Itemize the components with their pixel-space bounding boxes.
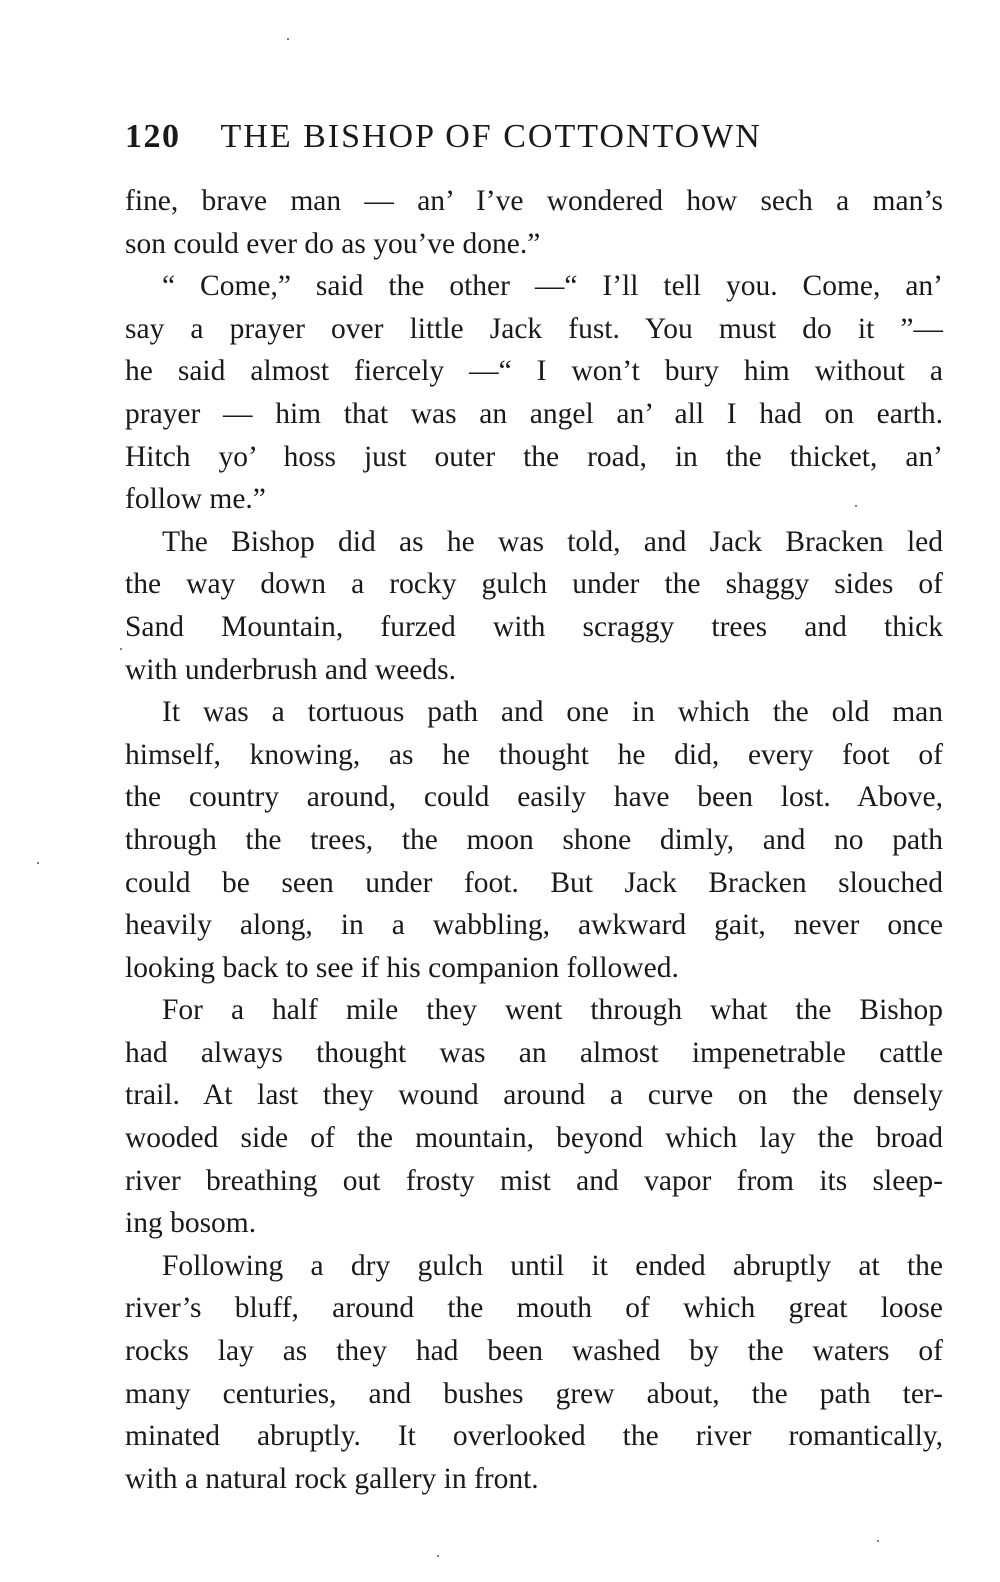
text-line: rocks lay as they had been washed by the waters of (125, 1335, 943, 1368)
text-line: follow me.” (125, 483, 266, 516)
text-line: Sand Mountain, furzed with scraggy trees and thick (125, 610, 943, 643)
paper-speck (120, 648, 122, 650)
paper-speck (437, 1555, 439, 1557)
book-title: THE BISHOP OF COTTONTOWN (220, 118, 762, 155)
paper-speck (37, 862, 39, 864)
text-line: had always thought was an almost impenetrable cattle (125, 1036, 943, 1069)
text-line: Following a dry gulch until it ended abruptly at the (162, 1249, 943, 1282)
text-line: say a prayer over little Jack fust. You must do it ”— (125, 312, 943, 345)
text-line: minated abruptly. It overlooked the river romantically, (125, 1420, 943, 1453)
text-line: with underbrush and weeds. (125, 653, 456, 686)
running-head (125, 118, 943, 168)
text-line: prayer — him that was an angel an’ all I had on earth. (125, 397, 943, 430)
paper-speck (877, 1540, 879, 1542)
text-line: many centuries, and bushes grew about, the path ter- (125, 1377, 943, 1410)
text-line: river breathing out frosty mist and vapor from its sleep- (125, 1164, 943, 1197)
text-line: The Bishop did as he was told, and Jack Bracken led (162, 525, 943, 558)
text-line: with a natural rock gallery in front. (125, 1462, 539, 1495)
text-line: the country around, could easily have been lost. Above, (125, 781, 943, 814)
text-line: could be seen under foot. But Jack Bracken slouched (125, 866, 943, 899)
text-line: trail. At last they wound around a curve on the densely (125, 1079, 943, 1112)
paper-speck (287, 38, 289, 40)
body-text (125, 180, 943, 1500)
text-line: heavily along, in a wabbling, awkward gait, never once (125, 909, 943, 942)
text-line: looking back to see if his companion followed. (125, 951, 679, 984)
text-line: fine, brave man — an’ I’ve wondered how sech a man’s (125, 185, 943, 217)
text-line: ing bosom. (125, 1207, 257, 1240)
book-page (125, 118, 943, 1500)
page-number: 120 (125, 118, 181, 155)
text-line: For a half mile they went through what the Bishop (162, 994, 943, 1027)
text-line: Hitch yo’ hoss just outer the road, in the thicket, an’ (125, 440, 943, 473)
text-line: the way down a rocky gulch under the shaggy sides of (125, 568, 943, 601)
text-line: himself, knowing, as he thought he did, every foot of (125, 738, 943, 771)
text-line: river’s bluff, around the mouth of which great loose (125, 1292, 943, 1325)
text-line: It was a tortuous path and one in which the old man (162, 696, 943, 729)
text-line: he said almost fiercely —“ I won’t bury him without a (125, 355, 943, 388)
text-line: “ Come,” said the other —“ I’ll tell you. Come, an’ (162, 270, 943, 303)
text-line: through the trees, the moon shone dimly, and no path (125, 823, 943, 856)
text-line: son could ever do as you’ve done.” (125, 227, 541, 260)
text-line: wooded side of the mountain, beyond which lay the broad (125, 1122, 943, 1155)
